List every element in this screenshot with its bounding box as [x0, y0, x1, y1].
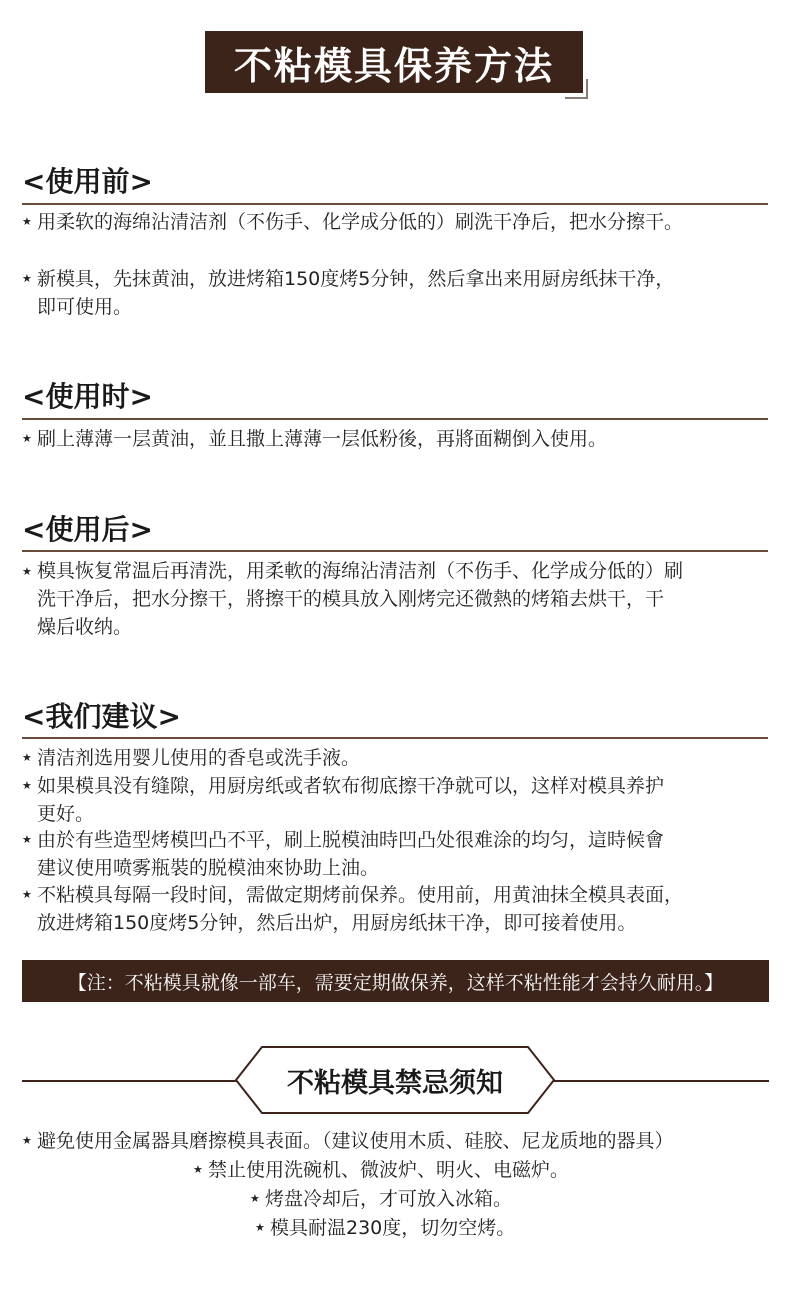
section-divider — [22, 737, 768, 739]
list-item-continuation: 建议使用喷雾瓶裝的脱模油來协助上油。 — [37, 857, 380, 879]
list-item-continuation: 洗干净后，把水分擦干，將擦干的模具放入刚烤完还微熱的烤箱去烘干，干 — [37, 588, 665, 610]
forbidden-item: 模具耐温230度，切勿空烤。 — [270, 1217, 516, 1239]
heading-line-right — [548, 1080, 769, 1082]
heading-line-left — [22, 1080, 242, 1082]
star-icon: ★ — [193, 1163, 203, 1176]
list-item: 模具恢复常温后再清洗，用柔軟的海绵沾清洁剂（不伤手、化学成分低的）刷 — [37, 560, 684, 582]
list-item: 用柔软的海绵沾清洁剂（不伤手、化学成分低的）刷洗干净后，把水分擦干。 — [37, 211, 684, 233]
star-icon: ★ — [22, 1134, 32, 1147]
star-icon: ★ — [22, 565, 32, 578]
section-heading-before: <使用前> — [22, 165, 153, 198]
star-icon: ★ — [22, 432, 32, 445]
list-item-continuation: 燥后收纳。 — [37, 616, 133, 638]
forbidden-item: 烤盘冷却后，才可放入冰箱。 — [265, 1188, 513, 1210]
page-title: 不粘模具保养方法 — [205, 31, 583, 93]
star-icon: ★ — [255, 1221, 265, 1234]
section-heading-after: <使用后> — [22, 513, 153, 546]
list-item: 刷上薄薄一层黄油，並且撒上薄薄一层低粉後，再將面糊倒入使用。 — [37, 428, 608, 450]
star-icon: ★ — [22, 272, 32, 285]
list-item-continuation: 更好。 — [37, 803, 95, 825]
list-item: 如果模具没有缝隙，用厨房纸或者软布彻底擦干净就可以，这样对模具养护 — [37, 775, 665, 797]
title-corner-decoration — [565, 97, 588, 99]
list-item: 清洁剂选用婴儿使用的香皂或洗手液。 — [37, 747, 361, 769]
star-icon: ★ — [22, 215, 32, 228]
section-divider — [22, 550, 768, 552]
list-item: 由於有些造型烤模凹凸不平，刷上脱模油時凹凸处很难涂的均匀，這時候會 — [37, 829, 665, 851]
section-divider — [22, 418, 768, 420]
title-banner — [205, 31, 588, 99]
forbidden-item: 禁止使用洗碗机、微波炉、明火、电磁炉。 — [208, 1159, 570, 1181]
forbidden-item: 避免使用金属器具磨擦模具表面。（建议使用木质、硅胶、尼龙质地的器具） — [37, 1130, 674, 1152]
forbidden-heading: 不粘模具禁忌须知 — [287, 1067, 503, 1099]
note-banner: 【注：不粘模具就像一部车，需要定期做保养，这样不粘性能才会持久耐用。】 — [22, 960, 769, 1002]
section-heading-during: <使用时> — [22, 380, 153, 413]
star-icon: ★ — [250, 1192, 260, 1205]
list-item: 不粘模具每隔一段时间，需做定期烤前保养。使用前，用黄油抹全模具表面， — [37, 884, 684, 906]
star-icon: ★ — [22, 833, 32, 846]
section-heading-suggest: <我们建议> — [22, 700, 181, 733]
list-item-continuation: 放进烤箱150度烤5分钟，然后出炉，用厨房纸抹干净，即可接着使用。 — [37, 912, 637, 934]
title-corner-decoration — [586, 79, 588, 99]
star-icon: ★ — [22, 751, 32, 764]
list-item: 新模具，先抹黄油，放进烤箱150度烤5分钟，然后拿出来用厨房纸抹干净， — [37, 268, 675, 290]
star-icon: ★ — [22, 888, 32, 901]
section-divider — [22, 203, 768, 205]
star-icon: ★ — [22, 779, 32, 792]
list-item-continuation: 即可使用。 — [37, 296, 133, 318]
